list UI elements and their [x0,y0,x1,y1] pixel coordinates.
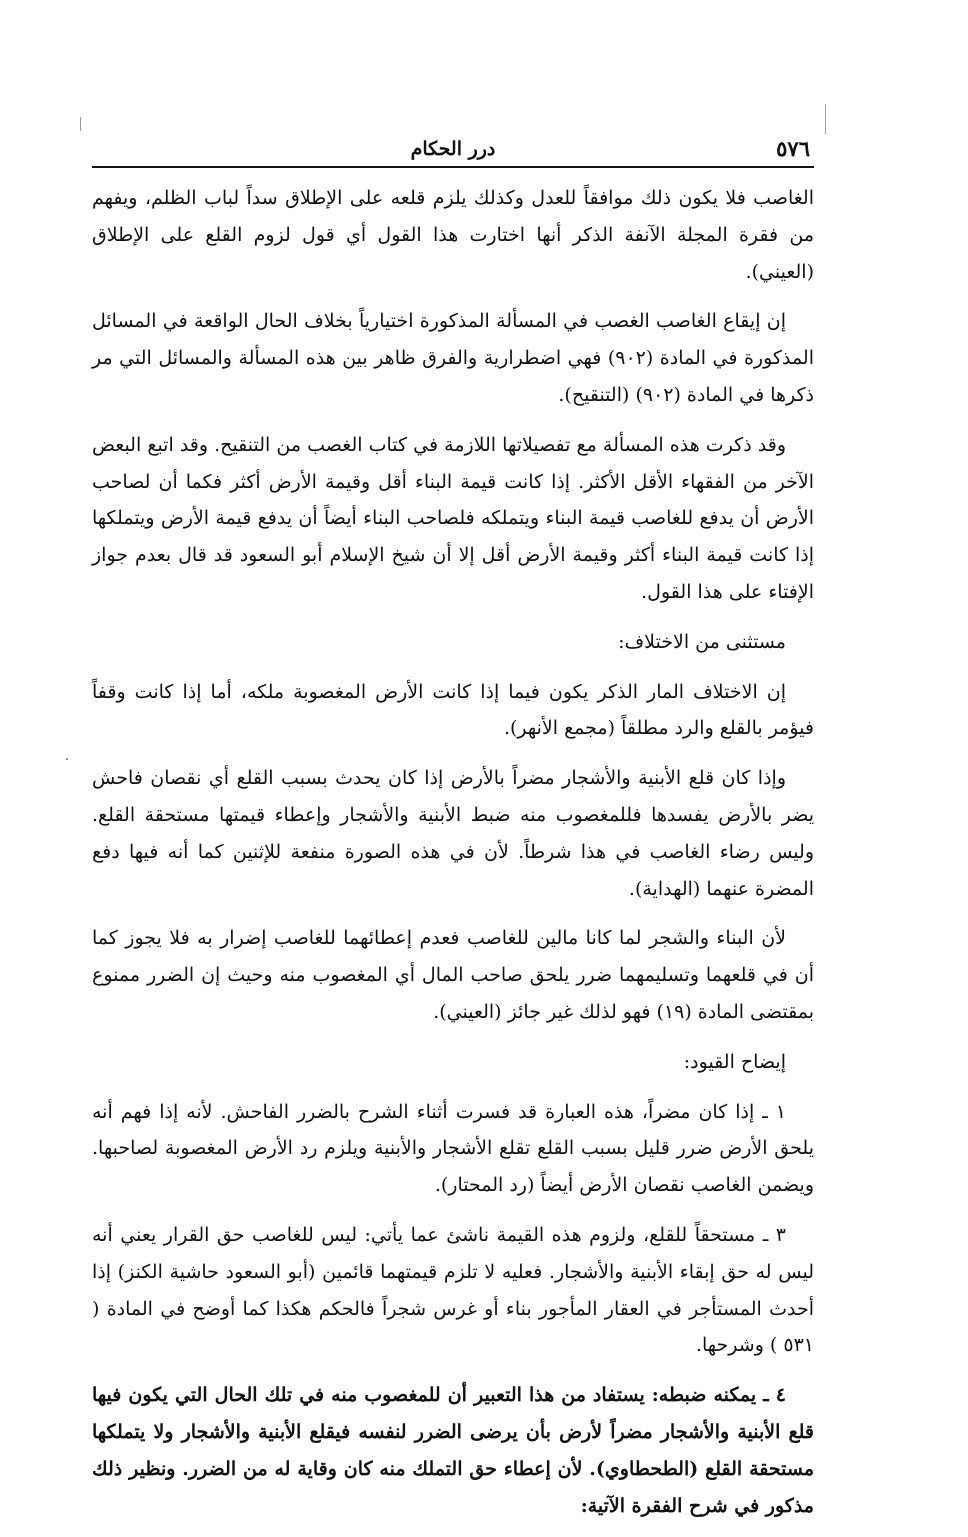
paragraph: لأن البناء والشجر لما كانا مالين للغاصب فعدم إعطائهما للغاصب إضرار به فلا يجوز كما أن في قلعهما وتسليمهما ضرر يلحق صاحب المال أي المغصوب منه وحيث إن الضرر ممنوع بمقتضى المادة (١٩) فهو لذلك غير جائز (العيني). [92,927,814,1023]
paragraph: إن إيقاع الغاصب الغصب في المسألة المذكورة اختيارياً بخلاف الحال الواقعة في المسائل المذكورة في المادة (٩٠٢) فهي اضطرارية والفرق ظاهر بين هذه المسألة والمسائل التي مر ذكرها في المادة (٩٠٢) (التنقيح). [92,310,814,406]
paragraph: وإذا كان قلع الأبنية والأشجار مضراً بالأرض إذا كان يحدث بسبب القلع أي نقصان فاحش يضر بالأرض يفسدها فللمغصوب منه ضبط الأبنية والأشجار وإعطاء قيمتها مستحقة القلع. وليس رضاء الغاصب في هذا شرطاً. لأن في هذه الصورة منفعة للإثنين كما أنه فيها دفع المضرة عنهما (الهداية). [92,767,814,900]
margin-mark [80,117,81,131]
body-text [92,180,814,1537]
paragraph: ١ ـ إذا كان مضراً، هذه العبارة قد فسرت أثناء الشرح بالضرر الفاحش. لأنه إذا فهم أنه يلحق الأرض ضرر قليل بسبب القلع تقلع الأشجار والأبنية ويلزم رد الأرض المغصوبة لصاحبها. ويضمن الغاصب نقصان الأرض أيضاً (رد المحتار). [92,1100,814,1197]
section-heading: إيضاح القيود: [683,1050,786,1073]
header-rule [92,166,814,168]
margin-mark [825,104,826,134]
paragraph: ٣ ـ مستحقاً للقلع، ولزوم هذه القيمة ناشئ عما يأتي: ليس للغاصب حق القرار يعني أنه ليس له حق إبقاء الأبنية والأشجار. فعليه لا تلزم قيمتهما قائمين (أبو السعود حاشية الكنز) إذا أحدث المستأجر في العقار المأجور بناء أو غرس شجراً فالحكم هكذا كما أوضح في المادة ( ٥٣١ ) وشرحها. [92,1223,814,1357]
paragraph: ٤ ـ يمكنه ضبطه: يستفاد من هذا التعبير أن للمغصوب منه في تلك الحال التي يكون فيها قلع الأبنية والأشجار مضراً لأرض بأن يرضى الضرر لنفسه فيقلع الأبنية والأشجار ولا يتملكها مستحقة القلع (الطحطاوي). لأن إعطاء حق التملك منه كان وقاية له من الضرر. ونظير ذلك مذكور في شرح الفقرة الآتية: [92,1384,814,1517]
page-number: ٥٧٦ [776,136,810,161]
page-header [92,136,814,166]
running-title: درر الحكام [410,138,496,160]
section-heading: مستثنى من الاختلاف: [618,630,786,653]
paragraph: وقد ذكرت هذه المسألة مع تفصيلاتها اللازمة في كتاب الغصب من التنقيح. وقد اتبع البعض الآخر من الفقهاء الأقل الأكثر. إذا كانت قيمة البناء أقل وقيمة الأرض أكثر فكما أن لصاحب الأرض أن يدفع للغاصب قيمة البناء ويتملكه فلصاحب البناء أيضاً أن يدفع قيمة الأرض ويتملكها إذا كانت قيمة البناء أكثر وقيمة الأرض أقل إلا أن شيخ الإسلام أبو السعود قد قال بعدم جواز الإفتاء على هذا القول. [92,433,814,603]
margin-dot [66,758,68,760]
paragraph: إن الاختلاف المار الذكر يكون فيما إذا كانت الأرض المغصوبة ملكه، أما إذا كانت وقفاً فيؤمر بالقلع والرد مطلقاً (مجمع الأنهر). [92,680,814,740]
paragraph: الغاصب فلا يكون ذلك موافقاً للعدل وكذلك يلزم قلعه على الإطلاق سداً لباب الظلم، ويفهم من فقرة المجلة الآنفة الذكر أنها اختارت هذا القول أي قول لزوم القلع على الإطلاق (العيني). [92,187,814,283]
